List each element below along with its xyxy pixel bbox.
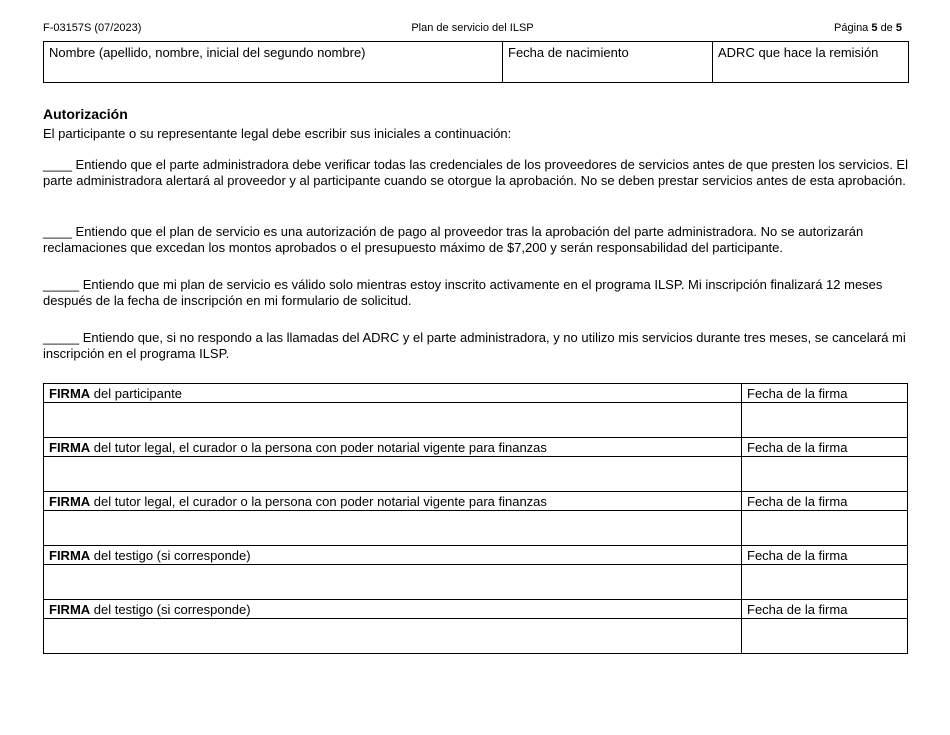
signature-role: del tutor legal, el curador o la persona con poder notarial vigente para finanzas [90, 439, 547, 455]
signature-date-field[interactable] [742, 565, 908, 600]
signature-role: del participante [90, 385, 182, 401]
form-title: Plan de servicio del ILSP [411, 22, 534, 34]
signature-role: del tutor legal, el curador o la persona con poder notarial vigente para finanzas [90, 493, 547, 509]
participant-id-table [43, 41, 909, 83]
signature-label-participant [44, 384, 742, 403]
dob-label: Fecha de nacimiento [508, 45, 629, 60]
name-label: Nombre (apellido, nombre, inicial del segundo nombre) [49, 45, 366, 60]
signature-date-field[interactable] [742, 619, 908, 654]
signature-field-witness-1[interactable] [44, 565, 742, 600]
signature-role: del testigo (si corresponde) [90, 547, 251, 563]
signature-date-label: Fecha de la firma [742, 384, 908, 403]
signature-date-label: Fecha de la firma [742, 600, 908, 619]
signature-field-guardian-1[interactable] [44, 457, 742, 492]
adrc-label: ADRC que hace la remisión [718, 45, 879, 60]
authorization-title: Autorización [43, 106, 128, 122]
signature-date-label: Fecha de la firma [742, 492, 908, 511]
statement-payment: ____ Entiendo que el plan de servicio es una autorización de pago al proveedor tras la aprobación del parte administradora. No se autorizarán reclamaciones que excedan los montos aprobados o el presupuesto máximo de $7,200 y serán responsabilidad del participante. [43, 224, 864, 255]
signature-label-witness-1 [44, 546, 742, 565]
statement-validity: _____ Entiendo que mi plan de servicio es válido solo mientras estoy inscrito activamente en el programa ILSP. Mi inscripción finalizará 12 meses después de la fecha de inscripción en mi formulario de solicitud. [43, 277, 883, 308]
name-field[interactable] [44, 42, 503, 83]
firma-label: FIRMA [49, 547, 91, 563]
form-id: F-03157S (07/2023) [43, 22, 142, 34]
page-header [43, 21, 902, 35]
authorization-intro: El participante o su representante legal debe escribir sus iniciales a continuación: [43, 126, 512, 141]
signature-date-label: Fecha de la firma [742, 546, 908, 565]
signature-date-field[interactable] [742, 457, 908, 492]
page-prefix: Página [834, 22, 869, 34]
page-total: 5 [895, 22, 902, 34]
signature-date-field[interactable] [742, 511, 908, 546]
statement-credentials: ____ Entiendo que el parte administradora debe verificar todas las credenciales de los proveedores de servicios antes de que presten los servicios. El parte administradora alertará al proveedor y al participante cuando se otorgue la aprobación. No se deben prestar servicios antes de esta aprobación. [43, 157, 908, 188]
signature-date-label: Fecha de la firma [742, 438, 908, 457]
firma-label: FIRMA [49, 439, 91, 455]
signature-label-guardian-2 [44, 492, 742, 511]
signature-table [43, 383, 908, 654]
signature-role: del testigo (si corresponde) [90, 601, 251, 617]
firma-label: FIRMA [49, 385, 91, 401]
signature-field-guardian-2[interactable] [44, 511, 742, 546]
page-of: de [880, 22, 893, 34]
signature-field-participant[interactable] [44, 403, 742, 438]
statement-cancellation: _____ Entiendo que, si no respondo a las llamadas del ADRC y el parte administradora, y no utilizo mis servicios durante tres meses, se cancelará mi inscripción en el programa ILSP. [43, 330, 906, 361]
signature-label-guardian-1 [44, 438, 742, 457]
firma-label: FIRMA [49, 601, 91, 617]
firma-label: FIRMA [49, 493, 91, 509]
signature-date-field[interactable] [742, 403, 908, 438]
signature-field-witness-2[interactable] [44, 619, 742, 654]
signature-label-witness-2 [44, 600, 742, 619]
dob-field[interactable] [503, 42, 713, 83]
page-current: 5 [871, 22, 878, 34]
page-number [834, 21, 902, 35]
adrc-field[interactable] [713, 42, 909, 83]
